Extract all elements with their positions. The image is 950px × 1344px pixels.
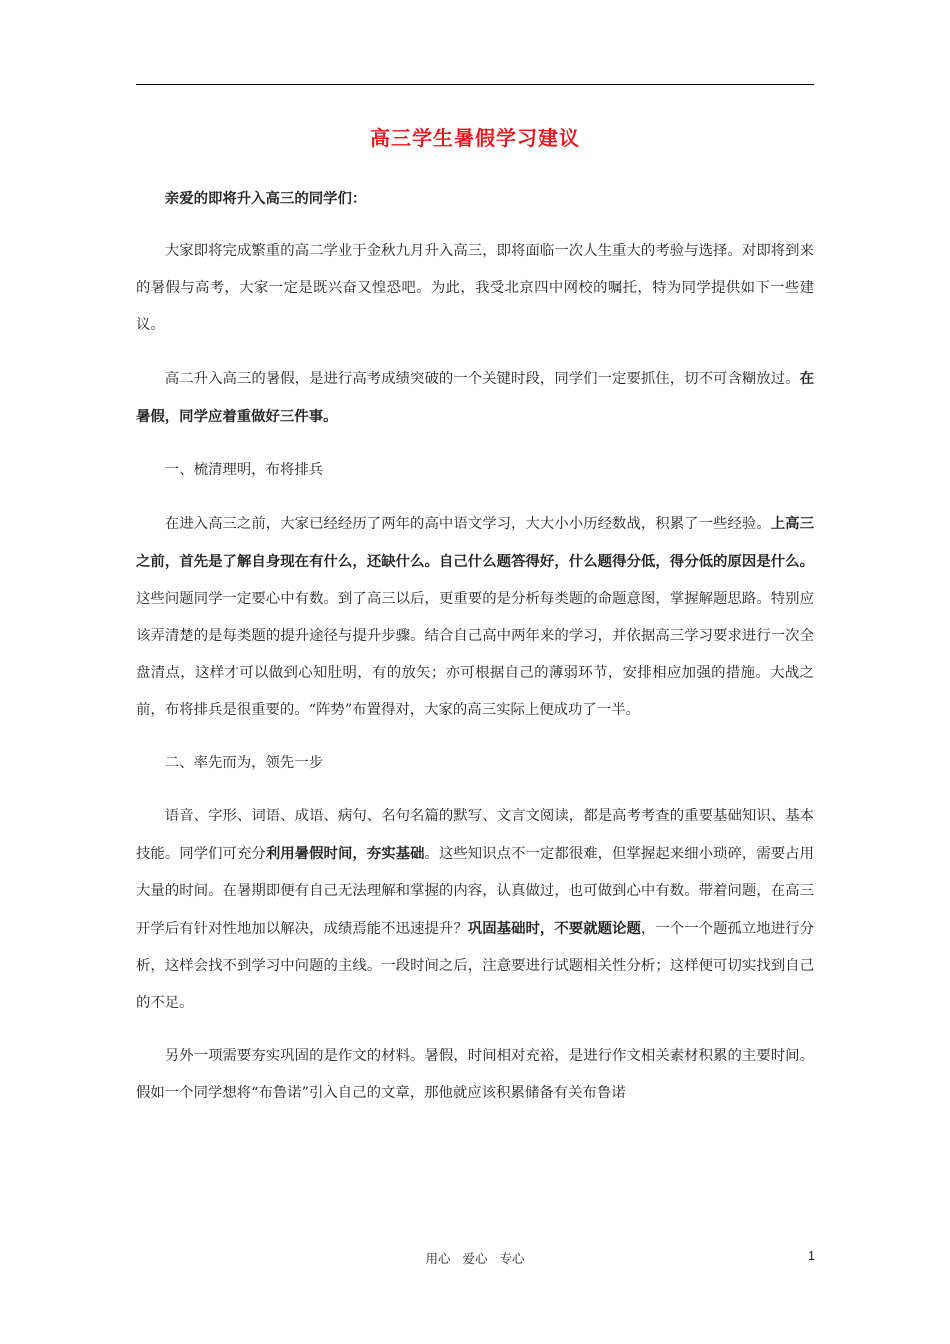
emphasis-text: 在暑假，同学应着重做好三件事。 bbox=[136, 370, 814, 425]
emphasis-text: 利用暑假时间，夯实基础 bbox=[265, 845, 425, 862]
paragraph-text: 。这些知识点不一定都很难，但掌握起来细小琐碎，需要占用大量的时间。在暑期即便有自己无法理解和掌握的内容，认真做过，也可做到心中有数。带着问题，在高三开学后有针对性地加以解决，成绩焉能不迅速提升？ bbox=[136, 846, 814, 937]
paragraph-section-2 bbox=[136, 798, 814, 1022]
section-heading-2: 二、率先而为，领先一步 bbox=[164, 755, 324, 771]
paragraph-text: 这些问题同学一定要心中有数。到了高三以后，更重要的是分析每类题的命题意图，掌握解题思路。特别应该弄清楚的是每类题的提升途径与提升步骤。结合自己高中两年来的学习，并依据高三学习要求进行一次全盘清点，这样才可以做到心知肚明，有的放矢；亦可根据自己的薄弱环节，安排相应加强的措施。大战之前，布将排兵是很重要的。“阵势”布置得对，大家的高三实际上便成功了一半。 bbox=[136, 591, 814, 718]
paragraph-summer-tasks bbox=[136, 360, 814, 436]
header-rule bbox=[136, 84, 814, 85]
paragraph-text: 语音、字形、词语、成语、病句、名句名篇的默写、文言文阅读，都是高考考查的重要基础知识、基本技能。同学们可充分 bbox=[136, 808, 814, 862]
greeting: 亲爱的即将升入高三的同学们： bbox=[164, 190, 367, 207]
paragraph-text: 在进入高三之前，大家已经经历了两年的高中语文学习，大大小小历经数战，积累了一些经验。 bbox=[164, 516, 771, 532]
paragraph-intro: 大家即将完成繁重的高二学业于金秋九月升入高三，即将面临一次人生重大的考验与选择。对即将到来的暑假与高考，大家一定是既兴奋又惶恐吧。为此，我受北京四中网校的嘱托，特为同学提供如下一些建议。 bbox=[136, 243, 814, 333]
paragraph-section-1 bbox=[136, 505, 814, 729]
document-body bbox=[136, 180, 814, 1112]
paragraph-text: 高二升入高三的暑假，是进行高考成绩突破的一个关键时段，同学们一定要抓住，切不可含糊放过。 bbox=[164, 371, 800, 387]
emphasis-text: 巩固基础时，不要就题论题 bbox=[467, 920, 641, 937]
emphasis-text: 上高三之前，首先是了解自身现在有什么，还缺什么。自己什么题答得好，什么题得分低，得分低的原因是什么。 bbox=[136, 515, 814, 570]
paragraph-text: ，一个一个题孤立地进行分析，这样会找不到学习中问题的主线。一段时间之后，注意要进行试题相关性分析；这样便可切实找到自己的不足。 bbox=[136, 921, 814, 1011]
document-title: 高三学生暑假学习建议 bbox=[370, 126, 580, 150]
paragraph-writing-materials: 另外一项需要夯实巩固的是作文的材料。暑假，时间相对充裕，是进行作文相关素材积累的主要时间。假如一个同学想将“布鲁诺”引入自己的文章，那他就应该积累储备有关布鲁诺 bbox=[136, 1048, 814, 1101]
page-number: 1 bbox=[808, 1249, 815, 1263]
section-heading-1: 一、梳清理明，布将排兵 bbox=[164, 462, 324, 478]
footer-motto: 用心 爱心 专心 bbox=[425, 1251, 525, 1266]
